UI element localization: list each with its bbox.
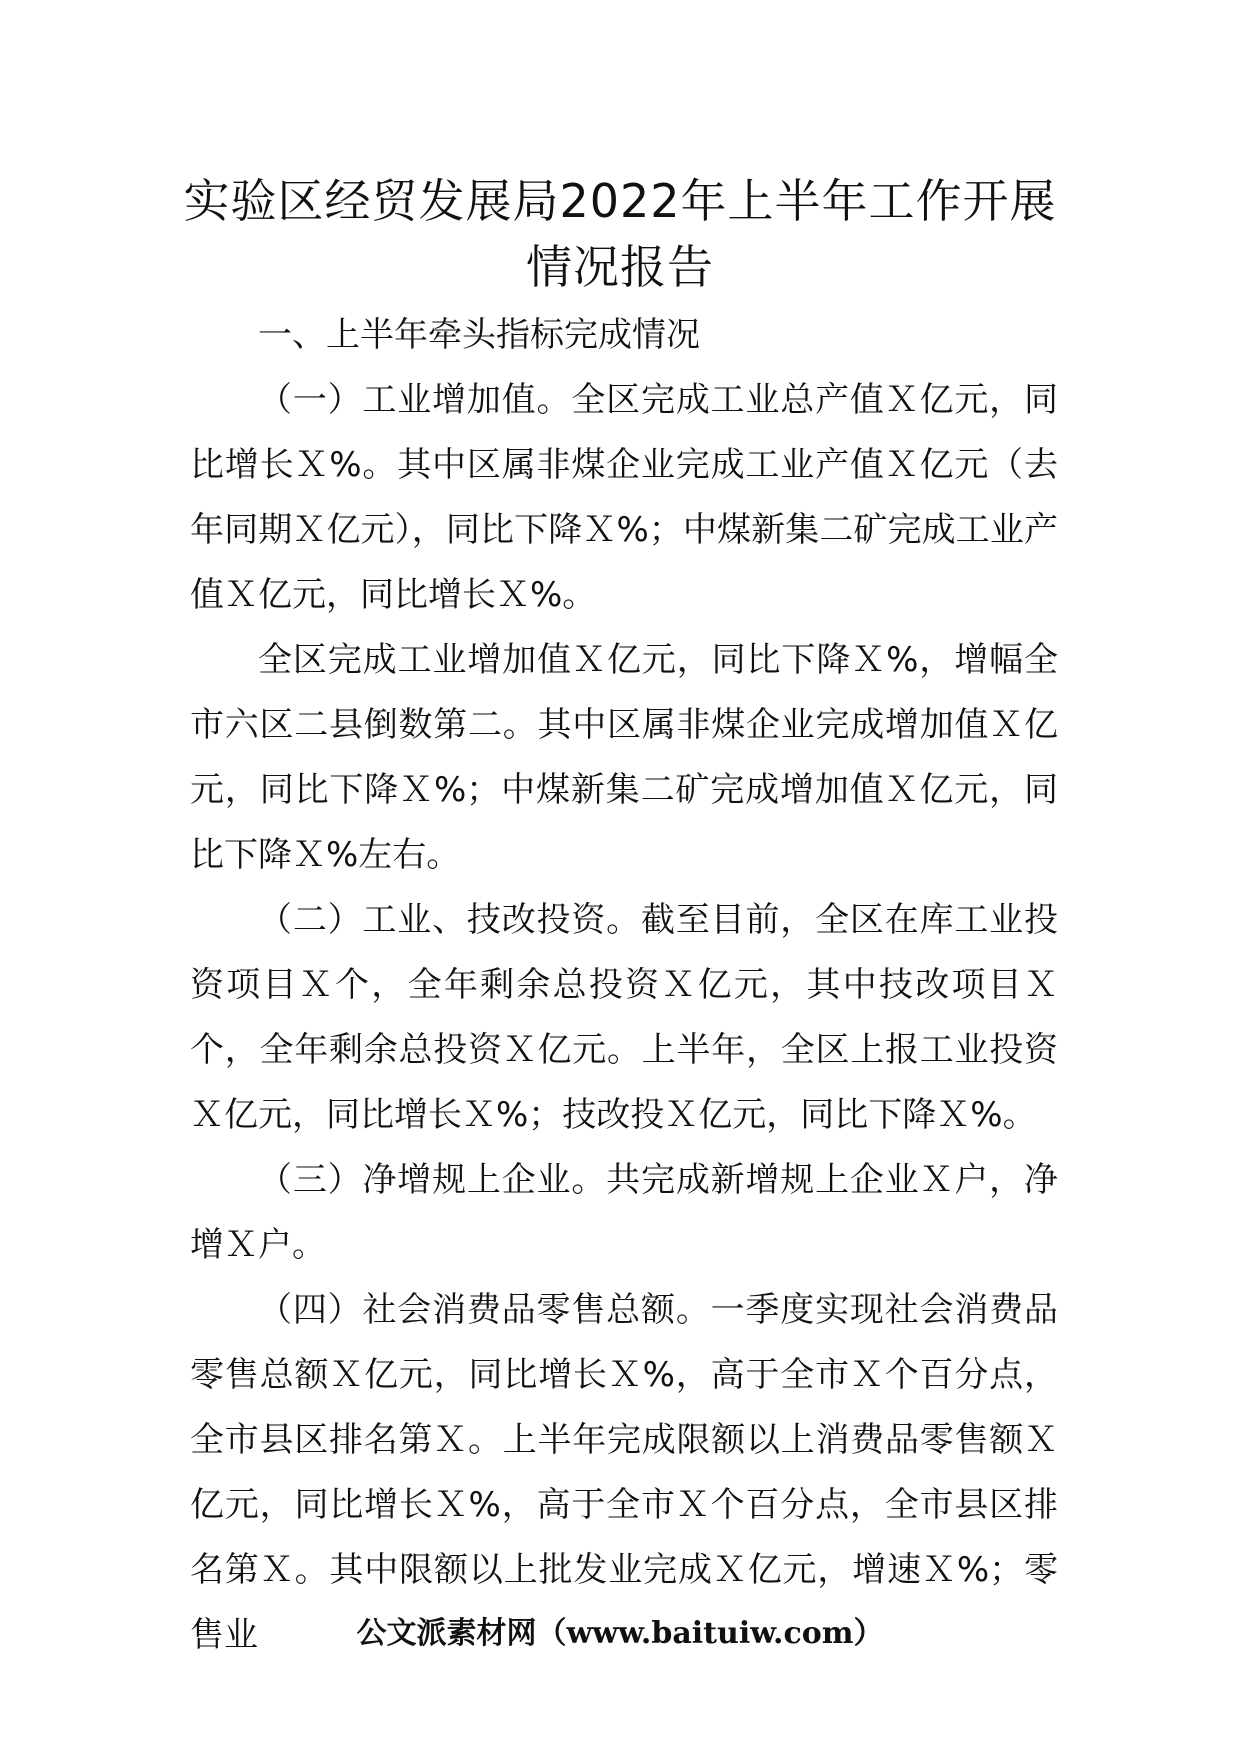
title-line-2: 情况报告 — [526, 240, 714, 294]
document-title — [150, 168, 1090, 300]
paragraph: （一）工业增加值。全区完成工业总产值Ｘ亿元，同比增长Ｘ%。其中区属非煤企业完成工业产值Ｘ亿元（去年同期Ｘ亿元），同比下降Ｘ%；中煤新集二矿完成工业产值Ｘ亿元，同比增长Ｘ%。 — [190, 380, 1058, 615]
paragraph: （四）社会消费品零售总额。一季度实现社会消费品零售总额Ｘ亿元，同比增长Ｘ%，高于全市Ｘ个百分点，全市县区排名第Ｘ。上半年完成限额以上消费品零售额Ｘ亿元，同比增长Ｘ%，高于全市Ｘ个百分点，全市县区排名第Ｘ。其中限额以上批发业完成Ｘ亿元，增速Ｘ%；零售业 — [190, 1290, 1058, 1655]
paragraph: 全区完成工业增加值Ｘ亿元，同比下降Ｘ%，增幅全市六区二县倒数第二。其中区属非煤企业完成增加值Ｘ亿元，同比下降Ｘ%；中煤新集二矿完成增加值Ｘ亿元，同比下降Ｘ%左右。 — [190, 640, 1058, 875]
document-body — [190, 303, 1058, 1668]
paragraph: （三）净增规上企业。共完成新增规上企业Ｘ户，净增Ｘ户。 — [190, 1160, 1058, 1265]
footer-watermark: 公文派素材网（www.baituiw.com） — [356, 1616, 884, 1651]
section-heading: 一、上半年牵头指标完成情况 — [258, 315, 700, 355]
paragraph: （二）工业、技改投资。截至目前，全区在库工业投资项目Ｘ个，全年剩余总投资Ｘ亿元，其中技改项目Ｘ个，全年剩余总投资Ｘ亿元。上半年，全区上报工业投资Ｘ亿元，同比增长Ｘ%；技改投Ｘ亿元，同比下降Ｘ%。 — [190, 900, 1058, 1135]
title-line-1: 实验区经贸发展局2022年上半年工作开展 — [183, 174, 1057, 228]
